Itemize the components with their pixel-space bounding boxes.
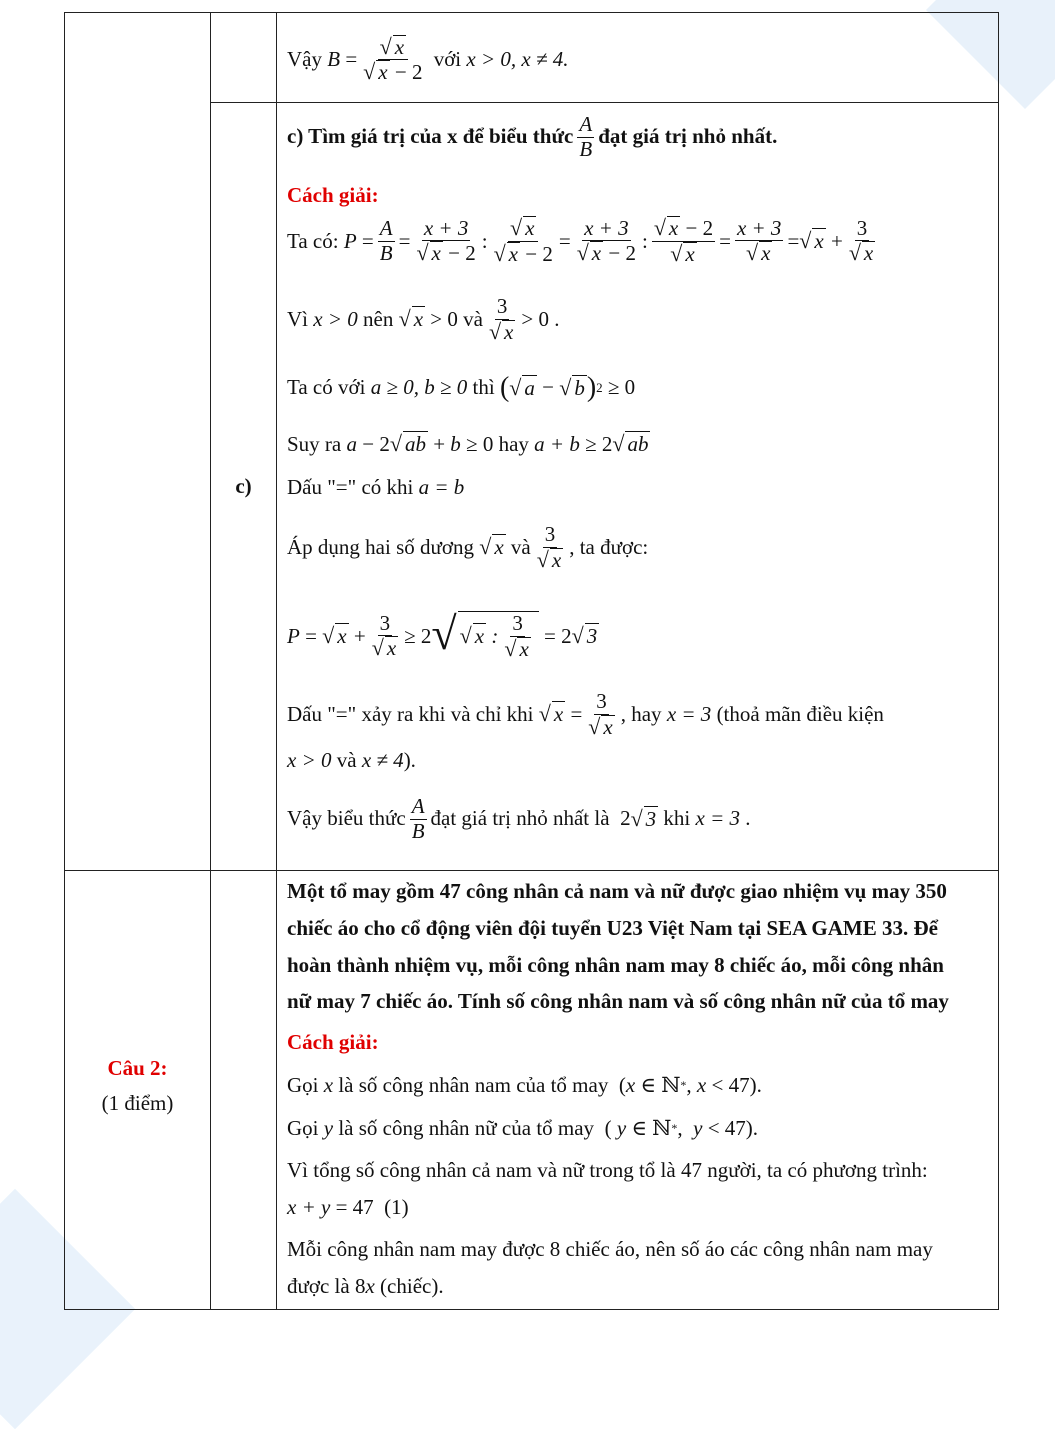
table-row [65,13,999,103]
define-y: Gọi y là số công nhân nữ của tổ may ( y ∈ ℕ * , y < 47). [287,1116,759,1140]
male-sentence: Mỗi công nhân nam may được 8 chiếc áo, nên số áo các công nhân nam may [287,1237,933,1261]
problem-line: hoàn thành nhiệm vụ, mỗi công nhân nam may 8 chiếc áo, mỗi công nhân [287,953,944,977]
male-total: được là 8 x (chiếc). [287,1274,444,1298]
question-points: (1 điểm) [101,1091,174,1115]
solution-heading: Cách giải: [287,183,379,207]
problem-line: chiếc áo cho cổ động viên đội tuyển U23 Việt Nam tại SEA GAME 33. Để [287,916,938,940]
problem-line: nữ may 7 chiếc áo. Tính số công nhân nam và số công nhân nữ của tổ may [287,989,949,1013]
question-cell [65,871,211,1310]
equality-case: Dấu "=" xảy ra khi và chỉ khi √ x = 3 √ x , hay x = 3 (thoả mãn điều kiện [287,689,884,739]
question-cell [65,13,211,871]
formula-p: Ta có: P = $\frac{A}{B}$ = x + 3 √ x − 2 : √ x √ x − 2 = x + 3 √ x − 2 : √ x − 2 √ x = x + 3 √ x = √ x + 3 √ x [287,215,874,266]
question-label: Câu 2: [107,1056,168,1080]
content-cell [277,103,999,871]
equation-1: x + y = 47 (1) [287,1195,409,1219]
inequality-setup: Ta có với a ≥ 0, b ≥ 0 thì ( √ a − √ b ) 2 ≥ 0 [287,372,636,403]
apply-line: Áp dụng hai số dương √ x và 3 √ x , ta được: [287,522,649,572]
define-x: Gọi x là số công nhân nam của tổ may ( x ∈ ℕ * , x < 47). [287,1073,762,1097]
sum-sentence: Vì tổng số công nhân cả nam và nữ trong tổ là 47 người, ta có phương trình: [287,1158,928,1182]
equality-condition: x > 0 và x ≠ 4 ). [287,748,416,772]
part-cell [211,871,277,1310]
condition-line: Vì x > 0 nên √ x > 0 và 3 √ x > 0 . [287,294,560,344]
content-cell [277,13,999,103]
part-label: c) [211,103,277,871]
conclusion-b: Vậy B = √ x √ x − 2 với x > 0, x ≠ 4. [287,33,569,85]
content-cell [277,871,999,1310]
solution-table [64,12,999,1310]
table-row [65,871,999,1310]
equality-line: Dấu "=" có khi a = b [287,475,465,499]
question-c: c) Tìm giá trị của x để biểu thức $\frac{A}{B}$ đạt giá trị nhỏ nhất. [287,112,778,161]
amgm-result: P = √ x + 3 √ x ≥ 2 √ √ x : 3 √ x = 2 √ 3 [287,608,598,661]
part-cell [211,13,277,103]
solution-heading: Cách giải: [287,1030,379,1054]
amgm-line: Suy ra a − 2 √ ab + b ≥ 0 hay a + b ≥ 2 √ ab [287,431,649,456]
problem-line: Một tổ may gồm 47 công nhân cả nam và nữ được giao nhiệm vụ may 350 [287,879,947,903]
fraction: √ x √ x − 2 [363,33,423,85]
conclusion-c: Vậy biểu thức $\frac{A}{B}$ đạt giá trị nhỏ nhất là 2 √ 3 khi x = 3 . [287,794,751,843]
